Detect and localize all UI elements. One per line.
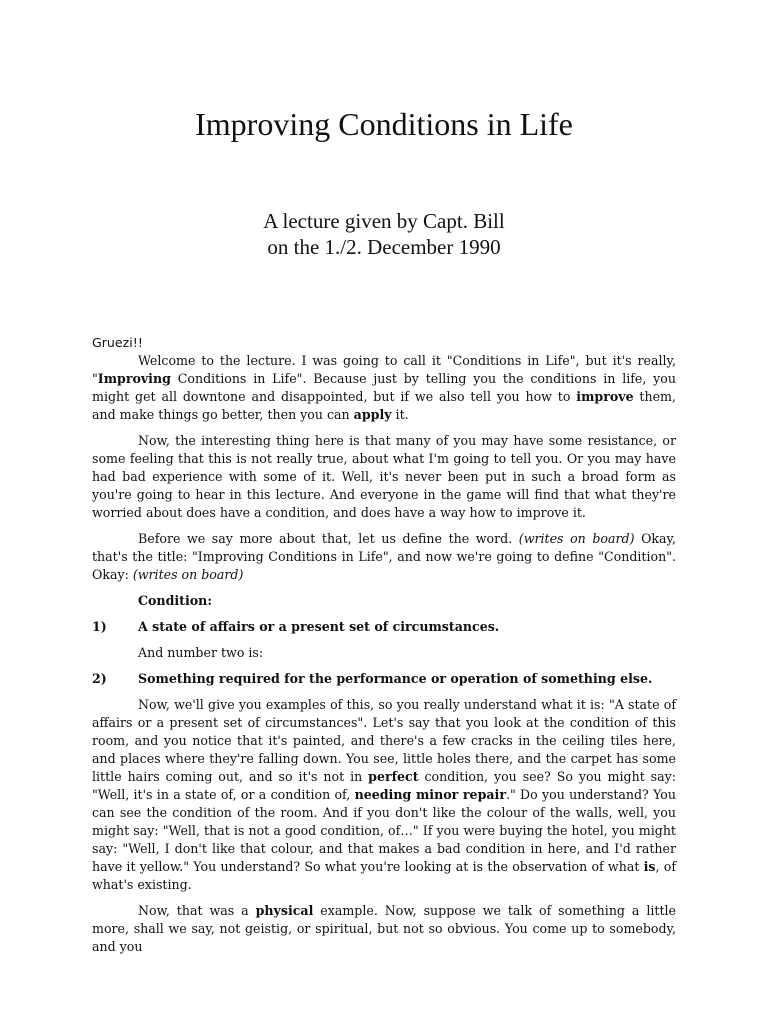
p1-text-g: it. — [391, 407, 409, 422]
definition-2-number: 2) — [92, 671, 107, 686]
document-subtitle — [92, 208, 676, 260]
p3-text-a: Before we say more about that, let us define the word. — [138, 531, 519, 546]
p1-text-e: them, and make things go better, then you can — [92, 389, 676, 422]
p3-stage-direction-2: (writes on board) — [132, 567, 244, 582]
document-body — [92, 334, 676, 964]
p1-bold-improve: improve — [576, 389, 634, 404]
definition-heading: Condition: — [138, 593, 212, 608]
subtitle-line-1: A lecture given by Capt. Bill — [263, 209, 505, 233]
p3-stage-direction-1: (writes on board) — [518, 531, 635, 546]
p4-bold-perfect: perfect — [368, 769, 419, 784]
p1-text-a: Welcome to the lecture. I was going to call it "Conditions in Life", but it's really, " — [92, 353, 676, 386]
subtitle-line-2: on the 1./2. December 1990 — [267, 235, 501, 259]
p4-bold-needing-minor-repair: needing minor repair — [354, 787, 506, 802]
p1-text-c: Conditions in Life". Because just by telling you the conditions in life, you might get all downtone and disappointed, but if we also tell you how to — [92, 371, 676, 404]
p4-text-a: Now, we'll give you examples of this, so you really understand what it is: "A state of affairs or a present set of circumstances". Let's say that you look at the condition of this room, and you notice that it's painted, and there's a few cracks in the ceiling tiles here, and places where they're falling down. You see, little holes there, and the carpet has some little hairs coming out, and so it's not in — [92, 697, 676, 784]
definition-2 — [92, 670, 676, 688]
paragraph-3 — [92, 530, 676, 584]
definition-2-text: Something required for the performance or operation of something else. — [138, 671, 653, 686]
document-title: Improving Conditions in Life — [195, 106, 573, 142]
p5-text-a: Now, that was a — [138, 903, 256, 918]
paragraph-4 — [92, 696, 676, 894]
paragraph-2: Now, the interesting thing here is that many of you may have some resistance, or some feeling that this is not really true, about what I'm going to tell you. Or you may have had bad experience with some of it. Well, it's never been put in such a broad form as you're going to hear in this lecture. And everyone in the game will find that what they're worried about does have a condition, and does have a way how to improve it. — [92, 433, 676, 520]
p5-text-c: example. Now, suppose we talk of something a little more, shall we say, not geistig, or spiritual, but not so obvious. You come up to somebody, and you — [92, 903, 676, 954]
number-two-intro: And number two is: — [138, 645, 264, 660]
p4-text-e: ." Do you understand? You can see the condition of the room. And if you don't like the colour of the walls, well, you might say: "Well, that is not a good condition, of…" If you were buying the hotel, you might say: "Well, I don't like that colour, and that makes a bad condition in here, and I'd rather have it yellow." You understand? So what you're looking at is the observation of what — [92, 787, 676, 874]
definition-1-number: 1) — [92, 619, 107, 634]
p3-text-c: Okay, that's the title: "Improving Conditions in Life", and now we're going to define "Condition". Okay: — [92, 531, 676, 582]
definition-1 — [92, 618, 676, 636]
p4-text-c: condition, you see? So you might say: "Well, it's in a state of, or a condition of, — [92, 769, 677, 802]
p1-bold-apply: apply — [353, 407, 392, 422]
p4-text-g: , of what's existing. — [92, 859, 677, 892]
p5-bold-physical: physical — [255, 903, 314, 918]
p1-bold-improving: Improving — [97, 371, 171, 386]
paragraph-5 — [92, 902, 676, 956]
definition-1-text: A state of affairs or a present set of circumstances. — [138, 619, 500, 634]
paragraph-1 — [92, 352, 676, 424]
greeting: Gruezi!! — [92, 335, 143, 350]
p4-bold-is: is — [643, 859, 656, 874]
